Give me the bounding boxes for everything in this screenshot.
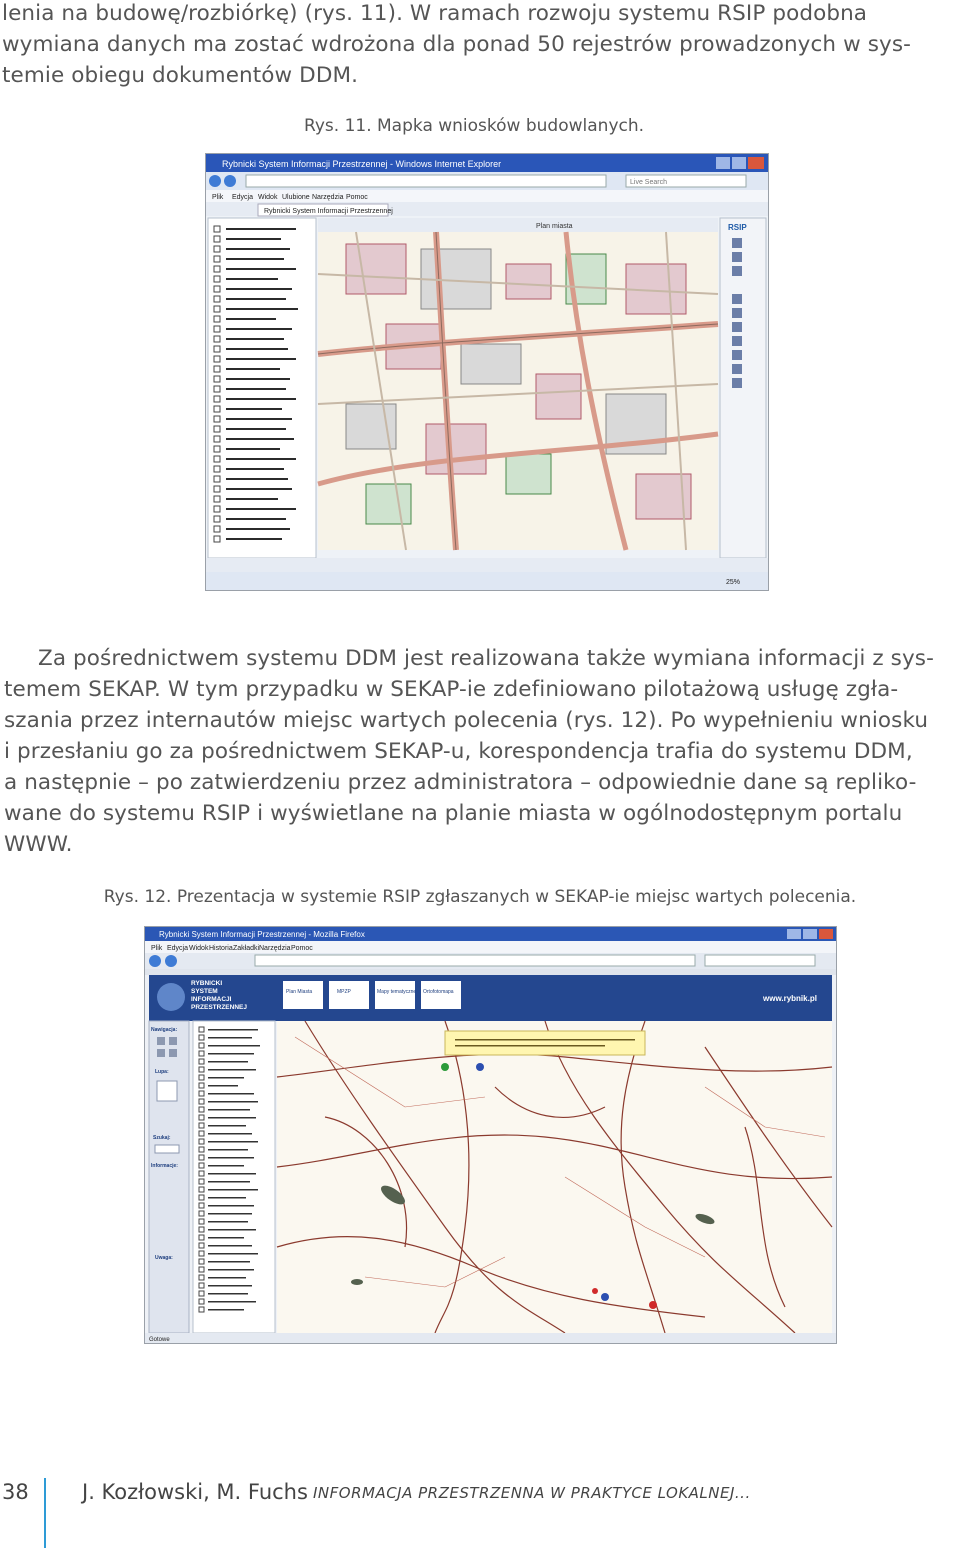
tab-label: Ortofotomapa xyxy=(423,989,454,995)
map-panel-title: Plan miasta xyxy=(536,223,573,230)
window-title: Rybnicki System Informacji Przestrzennej - Windows Internet Explorer xyxy=(222,159,502,169)
figure-caption-11: Rys. 11. Mapka wniosków budowlanych. xyxy=(303,116,645,136)
map-marker-icon[interactable] xyxy=(476,1063,484,1071)
forward-icon[interactable] xyxy=(165,955,177,967)
middle-paragraph xyxy=(4,643,960,860)
home-icon[interactable] xyxy=(732,364,742,374)
status-bar-text: Gotowe xyxy=(149,1337,170,1343)
paragraph-line: wymiana danych ma zostać wdrożona dla ponad 50 rejestrów prowadzonych w sys- xyxy=(2,32,911,57)
page-footer xyxy=(0,1478,960,1518)
pan-icon[interactable] xyxy=(157,1037,165,1045)
paragraph-line: temie obiegu dokumentów DDM. xyxy=(2,63,359,88)
tab-plan-miasta[interactable] xyxy=(283,981,323,1009)
paragraph-line: wane do systemu RSIP i wyświetlane na planie miasta w ogólnodostępnym portalu xyxy=(4,801,903,826)
browser-tab-label: Rybnicki System Informacji Przestrzennej xyxy=(264,208,393,215)
back-icon[interactable] xyxy=(149,955,161,967)
select-icon[interactable] xyxy=(732,336,742,346)
maximize-button[interactable] xyxy=(803,929,817,939)
menu-item[interactable]: Widok xyxy=(189,945,209,952)
window-title: Rybnicki System Informacji Przestrzennej - Mozilla Firefox xyxy=(159,930,365,939)
menu-item[interactable]: Historia xyxy=(209,945,233,952)
rsip-logo: RSIP xyxy=(728,223,747,232)
pan-icon[interactable] xyxy=(732,266,742,276)
ie-window-illustration xyxy=(206,154,768,590)
download-icon[interactable] xyxy=(732,378,742,388)
menu-item[interactable]: Widok xyxy=(258,194,278,201)
tab-mpzp[interactable] xyxy=(329,981,369,1009)
left-nav-panel xyxy=(149,1021,189,1333)
menu-item[interactable]: Narzędzia xyxy=(312,194,344,201)
tab-label: MPZP xyxy=(337,989,351,995)
menu-item[interactable]: Narzędzia xyxy=(259,945,291,952)
zoom-out-icon[interactable] xyxy=(732,252,742,262)
magnifier-preview[interactable] xyxy=(157,1081,177,1101)
info-icon[interactable] xyxy=(732,294,742,304)
help-icon[interactable] xyxy=(732,350,742,360)
nav-section-label: Informacje: xyxy=(151,1163,178,1169)
paragraph-line: a następnie – po zatwierdzeniu przez administratora – odpowiednie dane są repliko- xyxy=(4,770,917,795)
address-bar[interactable] xyxy=(246,175,606,187)
header-title-line: PRZESTRZENNEJ xyxy=(191,1004,247,1011)
paragraph-line: lenia na budowę/rozbiórkę) (rys. 11). W ramach rozwoju systemu RSIP podobna xyxy=(2,1,868,26)
site-header xyxy=(149,975,832,1021)
forward-icon[interactable] xyxy=(224,175,236,187)
paragraph-line: i przesłaniu go za pośrednictwem SEKAP-u, korespondencja trafia do systemu DDM, xyxy=(4,739,913,764)
back-icon[interactable] xyxy=(209,175,221,187)
address-bar[interactable] xyxy=(255,955,695,966)
map-marker-icon[interactable] xyxy=(441,1063,449,1071)
search-field[interactable] xyxy=(155,1145,179,1153)
menu-item[interactable]: Plik xyxy=(212,194,224,201)
map-marker-icon[interactable] xyxy=(601,1293,609,1301)
close-button[interactable] xyxy=(748,157,764,169)
nav-section-label: Uwaga: xyxy=(155,1255,173,1261)
tab-ortofotomapa[interactable] xyxy=(421,981,461,1009)
minimize-button[interactable] xyxy=(716,157,730,169)
figure-11-screenshot xyxy=(205,153,769,591)
paragraph-line: temem SEKAP. W tym przypadku w SEKAP-ie zdefiniowano pilotażową usługę zgła- xyxy=(4,677,899,702)
header-title-line: RYBNICKI xyxy=(191,980,223,987)
nav-section-label: Szukaj: xyxy=(153,1135,171,1141)
paragraph-line: WWW. xyxy=(4,832,73,857)
paragraph-line: Za pośrednictwem systemu DDM jest realizowana także wymiana informacji z sys- xyxy=(38,646,934,671)
footer-divider xyxy=(44,1478,46,1548)
footer-book-title: INFORMACJA PRZESTRZENNA W PRAKTYCE LOKALNEJ... xyxy=(313,1484,751,1502)
footer-authors: J. Kozłowski, M. Fuchs xyxy=(82,1480,308,1504)
menu-item[interactable]: Pomoc xyxy=(346,194,368,201)
menu-item[interactable]: Plik xyxy=(151,945,163,952)
menu-item[interactable]: Edycja xyxy=(167,945,189,952)
search-input[interactable] xyxy=(705,955,815,966)
tab-mapy-tematyczne[interactable] xyxy=(375,981,415,1009)
zoom-status: 25% xyxy=(726,579,741,586)
city-crest-icon xyxy=(157,983,185,1011)
figure-12-screenshot xyxy=(144,926,837,1344)
right-tool-panel xyxy=(720,218,766,558)
header-title-line: SYSTEM xyxy=(191,988,218,995)
map-marker-icon[interactable] xyxy=(592,1288,598,1294)
menu-item[interactable]: Zakładki xyxy=(233,945,260,952)
maximize-button[interactable] xyxy=(732,157,746,169)
search-placeholder: Live Search xyxy=(630,179,667,186)
figure-caption-12: Rys. 12. Prezentacja w systemie RSIP zgłaszanych w SEKAP-ie miejsc wartych polecenia. xyxy=(103,887,857,907)
top-paragraph xyxy=(2,0,958,91)
menu-item[interactable]: Pomoc xyxy=(291,945,313,952)
menu-item[interactable]: Edycja xyxy=(232,194,254,201)
paragraph-line: szania przez internautów miejsc wartych polecenia (rys. 12). Po wypełnieniu wniosku xyxy=(4,708,929,733)
zoom-in-icon[interactable] xyxy=(732,238,742,248)
tab-label: Mapy tematyczne xyxy=(377,989,417,995)
print-icon[interactable] xyxy=(732,322,742,332)
info-icon[interactable] xyxy=(169,1049,177,1057)
menu-item[interactable]: Ulubione xyxy=(282,194,310,201)
measure-icon[interactable] xyxy=(732,308,742,318)
page-number: 38 xyxy=(2,1480,29,1504)
map-marker-icon[interactable] xyxy=(649,1301,657,1309)
zoom-in-icon[interactable] xyxy=(169,1037,177,1045)
zoom-out-icon[interactable] xyxy=(157,1049,165,1057)
minimize-button[interactable] xyxy=(787,929,801,939)
site-logo: www.rybnik.pl xyxy=(763,994,817,1003)
firefox-window-illustration xyxy=(145,927,836,1343)
nav-section-label: Lupa: xyxy=(155,1069,169,1075)
header-title-line: INFORMACJI xyxy=(191,996,232,1003)
close-button[interactable] xyxy=(819,929,833,939)
place-info-popup xyxy=(445,1031,645,1055)
nav-section-label: Nawigacja: xyxy=(151,1027,178,1033)
tab-label: Plan Miasta xyxy=(286,989,313,995)
